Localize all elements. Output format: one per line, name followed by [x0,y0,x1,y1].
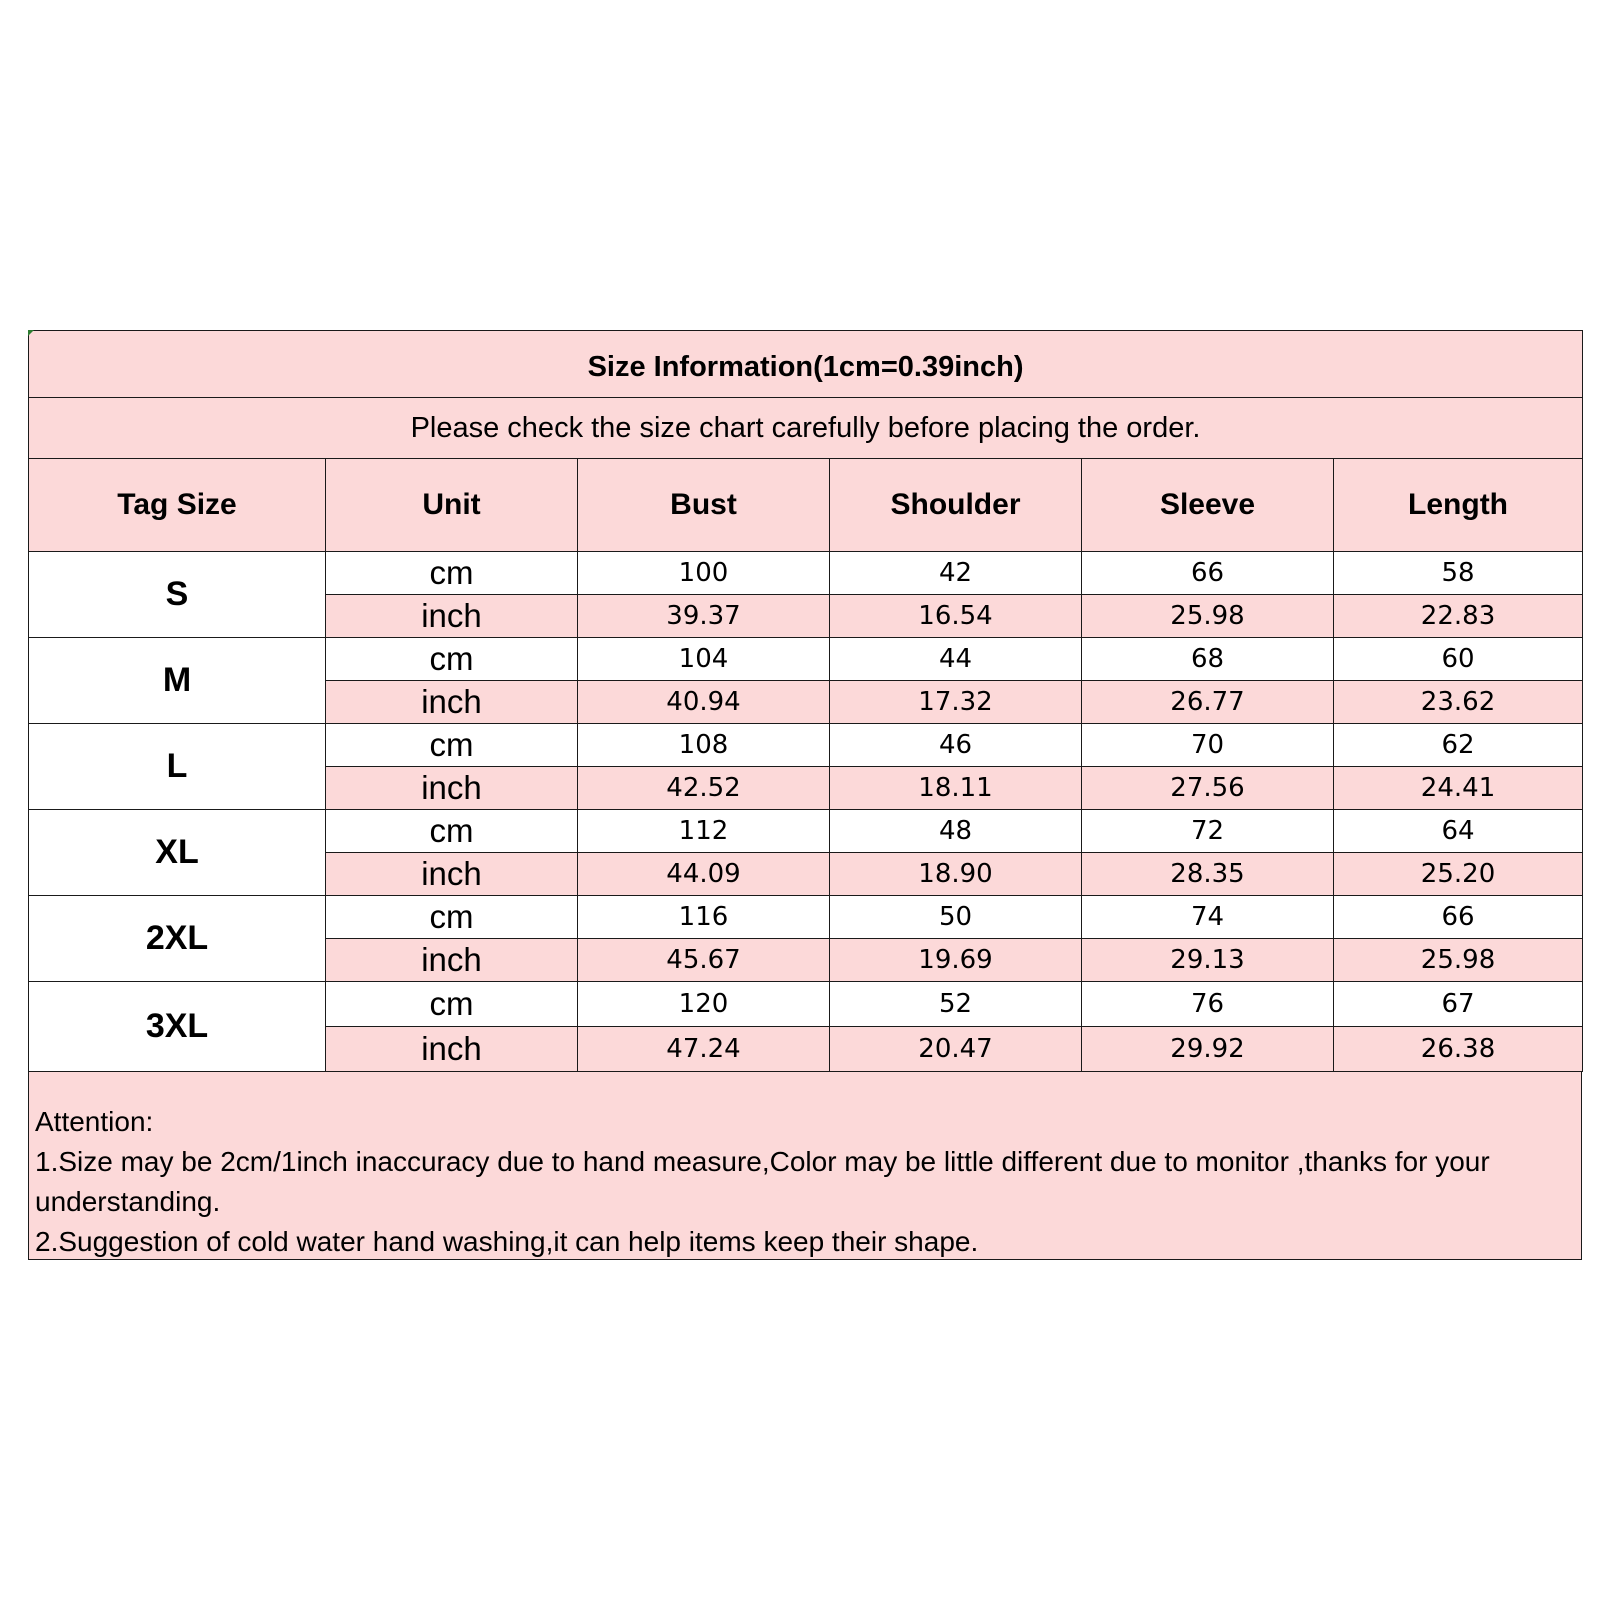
table-row [29,552,1583,595]
header-tag-size: Tag Size [29,459,326,552]
tag-size-cell: 3XL [29,982,326,1072]
unit-cell: inch [326,939,578,982]
unit-cell: inch [326,767,578,810]
shoulder-cell: 19.69 [830,939,1082,982]
shoulder-cell: 50 [830,896,1082,939]
tag-size-cell: L [29,724,326,810]
tag-size-cell: S [29,552,326,638]
bust-cell: 108 [578,724,830,767]
unit-cell: inch [326,681,578,724]
size-table [28,330,1583,1072]
shoulder-cell: 44 [830,638,1082,681]
table-row [29,896,1583,939]
length-cell: 64 [1334,810,1583,853]
header-sleeve: Sleeve [1082,459,1334,552]
bust-cell: 116 [578,896,830,939]
length-cell: 25.98 [1334,939,1583,982]
bust-cell: 104 [578,638,830,681]
sleeve-cell: 26.77 [1082,681,1334,724]
unit-cell: cm [326,724,578,767]
sleeve-cell: 29.13 [1082,939,1334,982]
bust-cell: 100 [578,552,830,595]
shoulder-cell: 46 [830,724,1082,767]
table-row [29,810,1583,853]
header-bust: Bust [578,459,830,552]
unit-cell: cm [326,810,578,853]
sleeve-cell: 72 [1082,810,1334,853]
sleeve-cell: 76 [1082,982,1334,1027]
length-cell: 62 [1334,724,1583,767]
shoulder-cell: 20.47 [830,1027,1082,1072]
length-cell: 26.38 [1334,1027,1583,1072]
attention-heading: Attention: [35,1106,154,1137]
unit-cell: cm [326,638,578,681]
shoulder-cell: 16.54 [830,595,1082,638]
header-shoulder: Shoulder [830,459,1082,552]
shoulder-cell: 18.11 [830,767,1082,810]
length-cell: 23.62 [1334,681,1583,724]
header-unit: Unit [326,459,578,552]
tag-size-cell: 2XL [29,896,326,982]
attention-line-2: 2.Suggestion of cold water hand washing,it can help items keep their shape. [35,1226,979,1257]
sleeve-cell: 25.98 [1082,595,1334,638]
bust-cell: 120 [578,982,830,1027]
bust-cell: 112 [578,810,830,853]
shoulder-cell: 42 [830,552,1082,595]
bust-cell: 40.94 [578,681,830,724]
unit-cell: cm [326,552,578,595]
sleeve-cell: 68 [1082,638,1334,681]
tag-size-cell: XL [29,810,326,896]
sleeve-cell: 70 [1082,724,1334,767]
bust-cell: 44.09 [578,853,830,896]
length-cell: 58 [1334,552,1583,595]
corner-marker [28,330,34,336]
shoulder-cell: 18.90 [830,853,1082,896]
bust-cell: 47.24 [578,1027,830,1072]
sleeve-cell: 28.35 [1082,853,1334,896]
table-row [29,982,1583,1027]
chart-title: Size Information(1cm=0.39inch) [29,331,1583,398]
sleeve-cell: 29.92 [1082,1027,1334,1072]
unit-cell: inch [326,595,578,638]
tag-size-cell: M [29,638,326,724]
sleeve-cell: 27.56 [1082,767,1334,810]
bust-cell: 42.52 [578,767,830,810]
shoulder-cell: 52 [830,982,1082,1027]
attention-note [28,1072,1582,1260]
attention-line-1: 1.Size may be 2cm/1inch inaccuracy due to hand measure,Color may be little different due to monitor ,thanks for your understanding. [35,1146,1490,1217]
length-cell: 66 [1334,896,1583,939]
unit-cell: inch [326,1027,578,1072]
length-cell: 22.83 [1334,595,1583,638]
unit-cell: cm [326,896,578,939]
unit-cell: cm [326,982,578,1027]
length-cell: 60 [1334,638,1583,681]
shoulder-cell: 48 [830,810,1082,853]
bust-cell: 39.37 [578,595,830,638]
size-rows [29,552,1583,1072]
header-row [29,459,1583,552]
shoulder-cell: 17.32 [830,681,1082,724]
table-row [29,724,1583,767]
chart-subtitle: Please check the size chart carefully before placing the order. [29,398,1583,459]
length-cell: 67 [1334,982,1583,1027]
length-cell: 24.41 [1334,767,1583,810]
table-row [29,638,1583,681]
length-cell: 25.20 [1334,853,1583,896]
sleeve-cell: 66 [1082,552,1334,595]
bust-cell: 45.67 [578,939,830,982]
size-chart [28,330,1582,1260]
header-length: Length [1334,459,1583,552]
unit-cell: inch [326,853,578,896]
sleeve-cell: 74 [1082,896,1334,939]
